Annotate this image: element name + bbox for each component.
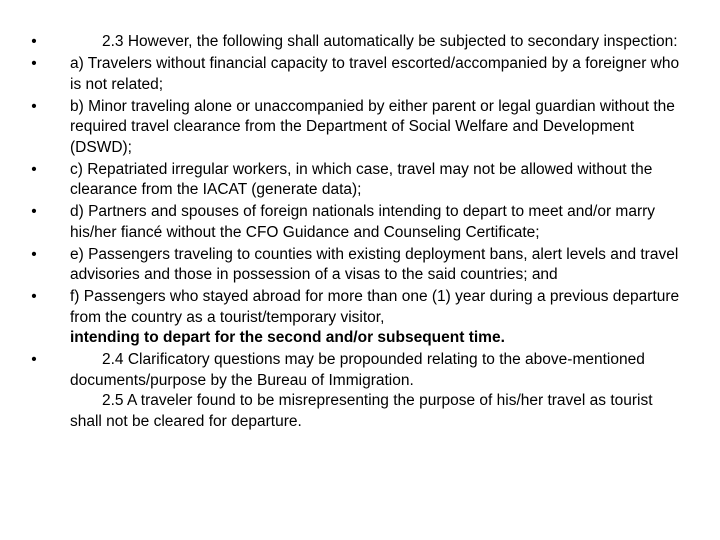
bullet-dot-icon: •	[31, 203, 37, 220]
bullet-dot-icon: •	[31, 351, 37, 368]
bullet-dot-icon: •	[31, 160, 37, 178]
item-text: a) Travelers without financial capacity to travel escorted/accompanied by a foreigner who is not related;	[70, 55, 680, 93]
bullet-list	[28, 32, 688, 434]
bullet-dot-icon: •	[31, 245, 37, 263]
item-text: 2.3 However, the following shall automatically be subjected to secondary inspection:	[102, 33, 678, 50]
list-item-2-4	[28, 350, 688, 432]
list-item-2-3	[28, 32, 688, 53]
bullet-dot-icon: •	[31, 33, 37, 50]
item-text: d) Partners and spouses of foreign nationals intending to depart to meet and/or marry his/her fiancé without the CFO Guidance and Counseling Certificate;	[70, 203, 656, 241]
item-text: b) Minor traveling alone or unaccompanied by either parent or legal guardian without the required travel clearance from the Department of Social Welfare and Development (DSWD);	[70, 97, 675, 156]
list-item-b	[28, 97, 688, 159]
item-text-2-5-content: 2.5 A traveler found to be misrepresenting the purpose of his/her travel as tourist shall not be cleared for departure.	[70, 392, 653, 430]
list-item-c	[28, 160, 688, 201]
item-text: e) Passengers traveling to counties with existing deployment bans, alert levels and travel advisories and those in possession of a visas to the said countries; and	[70, 245, 679, 283]
bullet-dot-icon: •	[31, 55, 37, 72]
list-item-a	[28, 54, 688, 95]
item-text-bold: intending to depart for the second and/or subsequent time.	[70, 329, 505, 346]
item-text: 2.4 Clarificatory questions may be propounded relating to the above-mentioned documents/purpose by the Bureau of Immigration.	[70, 351, 645, 389]
list-item-d	[28, 202, 688, 243]
bullet-dot-icon: •	[31, 97, 37, 115]
bullet-dot-icon: •	[31, 288, 37, 305]
list-item-e	[28, 245, 688, 286]
item-text: f) Passengers who stayed abroad for more than one (1) year during a previous departure from the country as a tourist/temporary visitor,	[70, 288, 680, 326]
list-item-f	[28, 287, 688, 349]
item-text-2-5	[70, 391, 688, 432]
item-text: c) Repatriated irregular workers, in which case, travel may not be allowed without the clearance from the IACAT (generate data);	[70, 160, 653, 198]
